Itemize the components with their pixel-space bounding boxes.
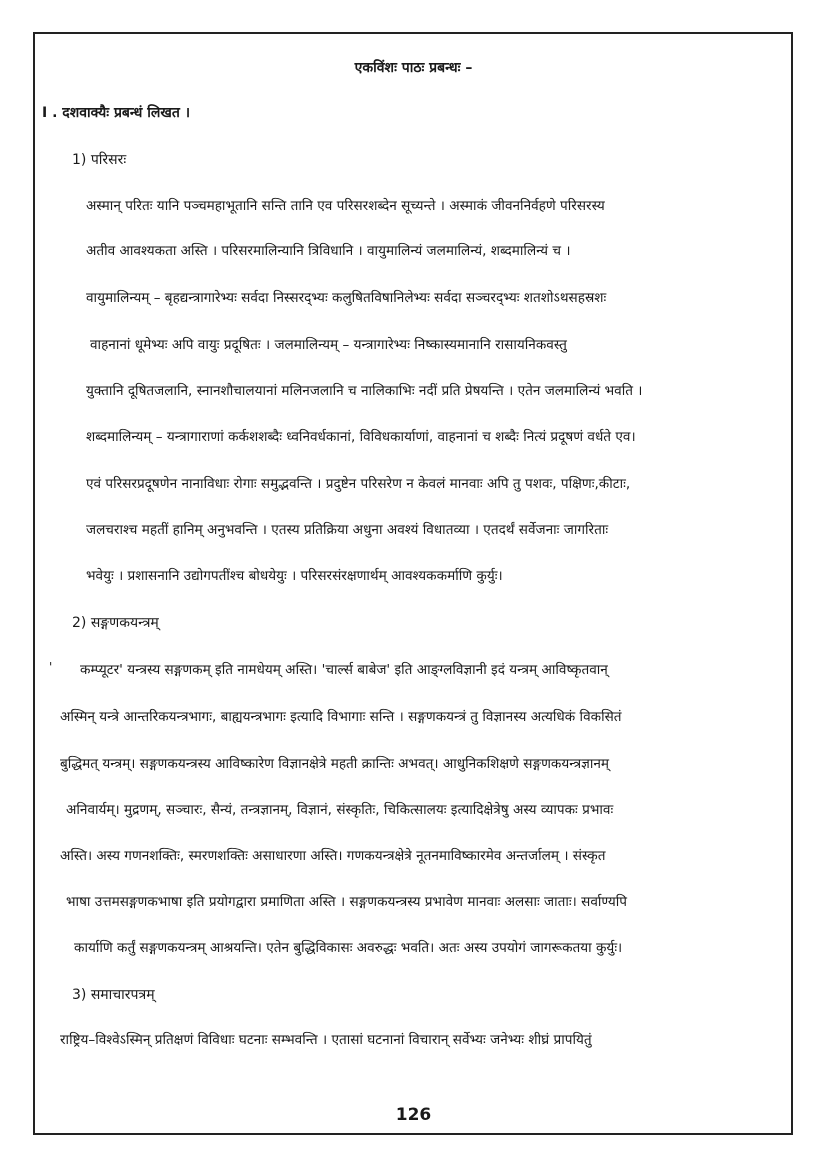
paragraph-line: अस्मिन् यन्त्रे आन्तरिकयन्त्रभागः, बाह्ययन्त्रभागः इत्यादि विभागाः सन्ति । सङ्गणकयन्त्रं तु विज्ञानस्य अत्यधिकं विकसितं [60,709,622,725]
paragraph-line: राष्ट्रिय–विश्वेऽस्मिन् प्रतिक्षणं विविधाः घटनाः सम्भवन्ति । एतासां घटनानां विचारान् सर्वेभ्यः जनेभ्यः शीघ्रं प्रापयितुं [60,1032,592,1048]
paragraph-line: अनिवार्यम्। मुद्रणम्, सञ्चारः, सैन्यं, तन्त्रज्ञानम्, विज्ञानं, संस्कृतिः, चिकित्सालयः इत्यादिक्षेत्रेषु अस्य व्यापकः प्रभावः [66,802,614,818]
instruction: I . दशवाक्यैः प्रबन्धं लिखत । [42,105,191,121]
paragraph-line: वायुमालिन्यम् – बृहद्यन्त्रागारेभ्यः सर्वदा निस्सरद्भ्यः कलुषितविषानिलेभ्यः सर्वदा सञ्चरद्भ्यः शतशोऽथसहस्रशः [86,290,607,306]
paragraph-line: भाषा उत्तमसङ्गणकभाषा इति प्रयोगद्वारा प्रमाणिता अस्ति । सङ्गणकयन्त्रस्य प्रभावेण मानवाः अलसाः जाताः। सर्वाण्यपि [66,894,627,910]
page-number: 126 [395,1105,432,1125]
section-heading-newspaper: 3) समाचारपत्रम् [72,987,155,1003]
paragraph-line: अतीव आवश्यकता अस्ति । परिसरमालिन्यानि त्रिविधानि । वायुमालिन्यं जलमालिन्यं, शब्दमालिन्यं च । [86,243,571,259]
lesson-title: एकविंशः पाठः प्रबन्धः – [354,60,473,76]
paragraph-line: बुद्धिमत् यन्त्रम्। सङ्गणकयन्त्रस्य आविष्कारेण विज्ञानक्षेत्रे महती क्रान्तिः अभवत्। आधुनिकशिक्षणे सङ्गणकयन्त्रज्ञानम् [60,756,610,772]
paragraph-line: शब्दमालिन्यम् – यन्त्रागाराणां कर्कशशब्दैः ध्वनिवर्धकानां, विविधकार्याणां, वाहनानां च शब्दैः नित्यं प्रदूषणं वर्धते एव। [86,429,636,445]
section-heading-parisara: 1) परिसरः [72,152,127,168]
paragraph-line: वाहनानां धूमेभ्यः अपि वायुः प्रदूषितः । जलमालिन्यम् – यन्त्रागारेभ्यः निष्कास्यमानानि रासायनिकवस्तु [90,337,567,353]
paragraph-line: युक्तानि दूषितजलानि, स्नानशौचालयानां मलिनजलानि च नालिकाभिः नदीं प्रति प्रेषयन्ति । एतेन जलमालिन्यं भवति । [86,383,643,399]
paragraph-line: अस्मान् परितः यानि पञ्चमहाभूतानि सन्ति तानि एव परिसरशब्देन सूच्यन्ते । अस्माकं जीवननिर्वहणे परिसरस्य [86,198,605,214]
paragraph-line: एवं परिसरप्रदूषणेन नानाविधाः रोगाः समुद्भवन्ति । प्रदुष्टेन परिसरेण न केवलं मानवाः अपि तु पशवः, पक्षिणः,कीटाः, [86,476,631,492]
paragraph-line: अस्ति। अस्य गणनशक्तिः, स्मरणशक्तिः असाधारणा अस्ति। गणकयन्त्रक्षेत्रे नूतनमाविष्कारमेव अन्तर्जालम् । संस्कृत [60,848,606,864]
paragraph-line: कम्प्यूटर' यन्त्रस्य सङ्गणकम् इति नामधेयम् अस्ति। 'चार्ल्स बाबेज' इति आङ्ग्लविज्ञानी इदं यन्त्रम् आविष्कृतवान् [80,662,608,678]
paragraph-line: जलचराश्च महतीं हानिम् अनुभवन्ति । एतस्य प्रतिक्रिया अधुना अवश्यं विधातव्या । एतदर्थं सर्वेजनाः जागरिताः [86,522,609,538]
section-heading-computer: 2) सङ्गणकयन्त्रम् [72,615,159,631]
paragraph-line: भवेयुः । प्रशासनानि उद्योगपतींश्च बोधयेयुः । परिसरसंरक्षणार्थम् आवश्यककर्माणि कुर्युः। [86,568,503,584]
stray-mark: ' [49,660,53,674]
paragraph-line: कार्याणि कर्तुं सङ्गणकयन्त्रम् आश्रयन्ति। एतेन बुद्धिविकासः अवरुद्धः भवति। अतः अस्य उपयोगं जागरूकतया कुर्युः। [74,940,623,956]
